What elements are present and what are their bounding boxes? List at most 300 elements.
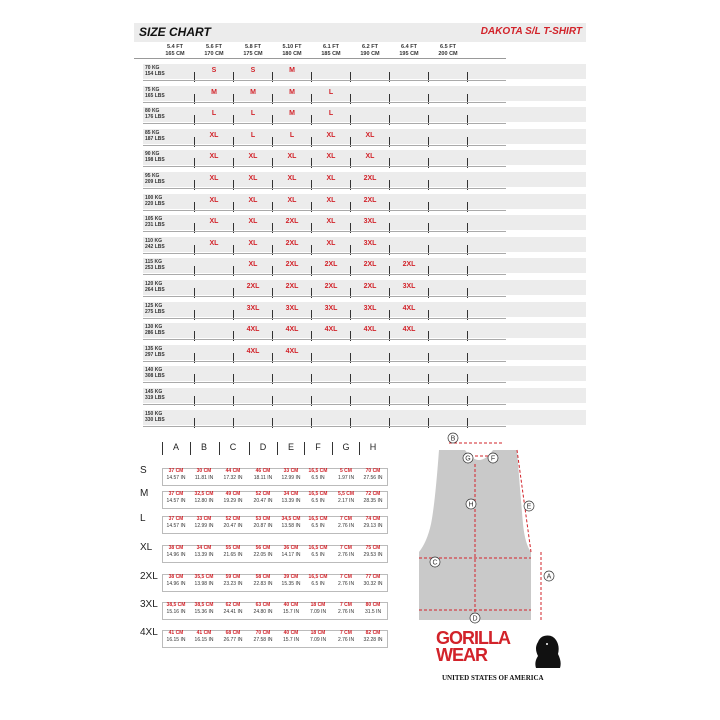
measurement-cm: 39 CM: [283, 574, 299, 580]
weight-row: [143, 388, 586, 403]
measurement-in: 16.15 IN: [166, 637, 186, 643]
height-ft: 5.4 FT: [167, 44, 183, 50]
height-cm: 200 CM: [438, 50, 458, 57]
weight-label: [145, 238, 165, 250]
weight-lbs: 176 LBS: [145, 114, 165, 121]
measurement-cm: 37 CM: [168, 516, 184, 522]
row-divider: [143, 318, 506, 319]
measurement-cm: 49 CM: [225, 491, 241, 497]
size-cell: 2XL: [363, 175, 377, 182]
height-cm: 170 CM: [204, 50, 224, 57]
measurement-cell: [361, 545, 385, 559]
height-column-0: [155, 44, 195, 57]
size-cell: M: [211, 88, 217, 96]
measurement-cm: 7 CM: [340, 516, 352, 522]
row-divider: [143, 404, 506, 405]
size-cell: 4XL: [246, 326, 260, 334]
measure-col-e: E: [287, 442, 294, 452]
weight-lbs: 297 LBS: [145, 351, 165, 358]
measurement-cm: 58 CM: [255, 574, 271, 580]
diagram-label-text: D: [472, 615, 478, 623]
size-cell: 2XL: [285, 239, 299, 247]
height-cm: 195 CM: [399, 50, 419, 57]
measurement-cell: [361, 630, 385, 644]
measure-col-c: C: [229, 442, 237, 452]
diagram-label-d: [470, 613, 480, 623]
height-column-6: [389, 44, 429, 57]
page-title: SIZE CHART: [139, 25, 211, 39]
size-label: L: [140, 513, 146, 524]
size-cell: L: [328, 110, 334, 118]
measurement-cell: [306, 545, 330, 559]
measurement-cell: [192, 574, 216, 588]
measurement-cell: [279, 574, 303, 588]
measurement-cell: [192, 602, 216, 616]
weight-kg: 145 KG: [145, 389, 163, 395]
weight-kg: 80 KG: [145, 108, 160, 115]
measurement-in: 20.47 IN: [223, 523, 243, 529]
weight-label: [145, 108, 165, 120]
measurement-cm: 16,5 CM: [308, 545, 328, 551]
measurement-row: [134, 570, 386, 592]
measurement-cell: [334, 516, 358, 530]
measurement-in: 6.5 IN: [311, 581, 325, 587]
measurement-in: 14.17 IN: [281, 552, 301, 558]
measurement-cm: 16,5 CM: [308, 491, 328, 497]
diagram-label-b: [448, 433, 458, 443]
measurement-cm: 70 CM: [365, 468, 381, 474]
header-divider: [304, 442, 305, 455]
measurement-cm: 7 CM: [340, 630, 352, 636]
size-cell: M: [289, 88, 295, 96]
header-divider: [219, 442, 220, 455]
size-cell: 3XL: [363, 239, 377, 247]
measurement-row: [134, 464, 386, 486]
measurement-cm: 7 CM: [340, 574, 352, 580]
measurement-row: [134, 487, 386, 509]
weight-kg: 130 KG: [145, 324, 163, 331]
measurement-cell: [279, 516, 303, 530]
measurement-cm: 75 CM: [365, 545, 381, 551]
measurement-cell: [221, 602, 245, 616]
height-column-7: [428, 44, 468, 57]
measurement-cell: [221, 630, 245, 644]
size-cell: XL: [287, 175, 297, 182]
measurement-in: 12.80 IN: [194, 498, 214, 504]
size-cell: 4XL: [246, 347, 260, 355]
measurement-cell: [334, 602, 358, 616]
measurement-cm: 55 CM: [225, 545, 241, 551]
measurement-cm: 70 CM: [255, 630, 271, 636]
size-cell: XL: [326, 131, 336, 139]
measurement-in: 22.05 IN: [253, 552, 273, 558]
measurement-cm: 37 CM: [168, 468, 184, 474]
weight-label: [145, 65, 165, 77]
size-cell: 2XL: [324, 283, 338, 290]
measurement-in: 23.23 IN: [223, 581, 243, 587]
measurement-in: 27.56 IN: [363, 475, 383, 481]
weight-kg: 120 KG: [145, 281, 163, 287]
weight-label: [145, 259, 165, 271]
measurement-in: 2.17 IN: [337, 498, 355, 504]
measurement-cell: [279, 468, 303, 482]
measurement-cell: [251, 468, 275, 482]
measurement-cm: 74 CM: [365, 516, 381, 522]
measurement-cell: [192, 491, 216, 505]
measurement-cm: 80 CM: [365, 602, 381, 608]
measurement-in: 11.81 IN: [194, 475, 214, 481]
measurement-cell: [251, 516, 275, 530]
size-cell: S: [250, 67, 256, 74]
measurement-in: 15.35 IN: [281, 581, 301, 587]
row-divider: [143, 339, 506, 340]
row-divider: [143, 231, 506, 232]
measurement-cm: 7 CM: [340, 602, 352, 608]
measurement-cell: [306, 602, 330, 616]
measurement-cell: [361, 468, 385, 482]
size-cell: 2XL: [246, 283, 260, 290]
diagram-label-g: [463, 453, 473, 463]
measurement-in: 14.57 IN: [166, 475, 186, 481]
measurement-cell: [164, 630, 188, 644]
weight-kg: 135 KG: [145, 345, 163, 352]
size-cell: L: [250, 110, 256, 118]
size-cell: XL: [248, 218, 258, 226]
measurement-in: 20.47 IN: [253, 498, 273, 504]
measurement-cm: 44 CM: [225, 468, 241, 474]
measurement-cell: [192, 516, 216, 530]
weight-lbs: 187 LBS: [145, 135, 165, 142]
measurement-cell: [251, 491, 275, 505]
size-cell: XL: [209, 196, 219, 204]
measurement-cell: [221, 468, 245, 482]
measure-col-d: D: [259, 442, 267, 452]
measurement-cm: 38 CM: [168, 574, 184, 580]
weight-row: [143, 129, 586, 144]
size-cell: L: [328, 88, 334, 96]
measurement-in: 18.11 IN: [253, 475, 273, 481]
measurement-cm: 38 CM: [168, 545, 184, 551]
size-cell: XL: [326, 239, 336, 247]
size-cell: 2XL: [285, 218, 299, 226]
measurement-cell: [306, 468, 330, 482]
weight-label: [145, 281, 165, 293]
measurement-cell: [334, 491, 358, 505]
measurement-row: [134, 598, 386, 620]
weight-row: [143, 215, 586, 230]
weight-label: [145, 216, 165, 228]
weight-lbs: 209 LBS: [145, 179, 165, 185]
diagram-label-text: B: [450, 435, 456, 443]
measurement-in: 22.83 IN: [253, 581, 273, 587]
measurement-in: 24.41 IN: [223, 609, 243, 615]
header-divider: [332, 442, 333, 455]
size-cell: 3XL: [285, 304, 299, 312]
measurement-cm: 16,5 CM: [308, 574, 328, 580]
height-cm: 190 CM: [360, 50, 380, 57]
height-column-4: [311, 44, 351, 57]
weight-label: [145, 130, 165, 142]
measurement-cell: [221, 574, 245, 588]
weight-kg: 105 KG: [145, 216, 163, 223]
row-divider: [143, 123, 506, 124]
weight-row: [143, 194, 586, 209]
measurement-cell: [251, 602, 275, 616]
measurement-in: 28.35 IN: [363, 498, 383, 504]
measurement-in: 6.5 IN: [311, 498, 325, 504]
measurement-cm: 34 CM: [283, 491, 299, 497]
measurement-in: 2.76 IN: [337, 552, 355, 558]
measurement-in: 14.96 IN: [166, 581, 186, 587]
measurement-cm: 5 CM: [340, 468, 352, 474]
measurement-cm: 18 CM: [310, 602, 326, 608]
header-divider: [277, 442, 278, 455]
size-label: M: [140, 488, 149, 499]
diagram-label-text: F: [490, 455, 496, 463]
measurement-cell: [306, 491, 330, 505]
height-ft: 6.2 FT: [362, 44, 378, 50]
size-cell: XL: [209, 153, 219, 161]
size-cell: XL: [365, 131, 375, 139]
weight-lbs: 220 LBS: [145, 200, 165, 207]
size-cell: XL: [248, 175, 258, 182]
row-divider: [143, 188, 506, 189]
measurement-cm: 46 CM: [255, 468, 271, 474]
size-cell: L: [250, 131, 256, 139]
size-cell: 3XL: [324, 304, 338, 312]
measurement-cell: [164, 516, 188, 530]
measurement-cm: 68 CM: [225, 630, 241, 636]
product-name: DAKOTA S/L T-SHIRT: [480, 26, 582, 37]
measurement-cell: [306, 630, 330, 644]
row-divider: [143, 253, 506, 254]
measurement-cm: 34,5 CM: [281, 516, 301, 522]
size-cell: 3XL: [402, 283, 416, 290]
diagram-label-e: [524, 501, 534, 511]
weight-lbs: 231 LBS: [145, 222, 165, 229]
weight-row: [143, 410, 586, 425]
measurement-cell: [251, 574, 275, 588]
height-ft: 5.10 FT: [282, 44, 302, 50]
size-cell: 3XL: [246, 304, 260, 312]
weight-row: [143, 86, 586, 101]
measurement-in: 13.98 IN: [194, 581, 214, 587]
measurement-in: 15.7 IN: [282, 609, 300, 615]
size-cell: 3XL: [363, 218, 377, 226]
weight-kg: 110 KG: [145, 237, 162, 244]
measurement-cm: 41 CM: [168, 630, 184, 636]
measurement-cell: [251, 630, 275, 644]
size-label: S: [140, 465, 147, 476]
weight-label: [145, 324, 165, 336]
measurement-cm: 56 CM: [255, 545, 271, 551]
measurement-in: 14.96 IN: [166, 552, 186, 558]
measurement-cm: 36 CM: [283, 545, 299, 551]
weight-row: [143, 107, 586, 122]
weight-lbs: 308 LBS: [145, 373, 165, 380]
measurement-cm: 40 CM: [283, 630, 299, 636]
size-cell: XL: [287, 153, 297, 161]
measure-col-h: H: [369, 442, 377, 452]
height-ft: 6.1 FT: [323, 44, 339, 50]
measurement-in: 14.57 IN: [166, 523, 186, 529]
weight-row: [143, 64, 586, 79]
row-divider: [143, 166, 506, 167]
measurement-cell: [361, 516, 385, 530]
measurement-cm: 38,5 CM: [194, 602, 214, 608]
measurement-cell: [279, 630, 303, 644]
weight-lbs: 154 LBS: [145, 71, 165, 77]
size-cell: XL: [248, 261, 258, 269]
measurement-cell: [306, 516, 330, 530]
height-column-5: [350, 44, 390, 57]
size-cell: XL: [248, 196, 258, 204]
measurement-cm: 35,5 CM: [194, 574, 214, 580]
weight-row: [143, 237, 586, 252]
size-cell: 2XL: [363, 283, 377, 290]
size-cell: S: [211, 67, 217, 74]
measurement-in: 27.58 IN: [253, 637, 273, 643]
size-label: XL: [140, 542, 153, 553]
size-cell: XL: [326, 218, 336, 226]
measurement-cell: [279, 545, 303, 559]
measurement-cell: [334, 574, 358, 588]
measurement-in: 24.80 IN: [253, 609, 273, 615]
size-cell: 4XL: [402, 326, 416, 334]
weight-kg: 70 KG: [145, 65, 160, 71]
measurement-table-header: [134, 442, 386, 456]
measure-col-f: F: [315, 442, 321, 452]
size-label: 4XL: [140, 627, 158, 638]
header-divider: [134, 58, 506, 59]
shirt-svg: [413, 424, 563, 636]
measurement-cm: 7 CM: [340, 545, 352, 551]
measurement-cm: 63 CM: [255, 602, 271, 608]
size-cell: XL: [209, 239, 219, 247]
diagram-label-c: [430, 557, 440, 567]
measurement-in: 29.53 IN: [363, 552, 383, 558]
weight-kg: 115 KG: [145, 259, 162, 266]
measurement-cm: 32,5 CM: [194, 491, 214, 497]
measurement-row: [134, 541, 386, 563]
diagram-label-text: E: [526, 503, 532, 511]
weight-label: [145, 367, 165, 379]
weight-lbs: 253 LBS: [145, 265, 165, 272]
weight-lbs: 264 LBS: [145, 287, 165, 293]
measurement-cm: 52 CM: [225, 516, 241, 522]
weight-label: [145, 195, 165, 207]
row-divider: [143, 382, 506, 383]
weight-lbs: 165 LBS: [145, 92, 165, 99]
header-divider: [162, 442, 163, 455]
measurement-cell: [221, 545, 245, 559]
measurement-cell: [164, 574, 188, 588]
size-cell: 2XL: [285, 283, 299, 290]
measurement-cell: [164, 602, 188, 616]
measurement-in: 32.28 IN: [363, 637, 383, 643]
weight-label: [145, 151, 165, 163]
size-cell: XL: [248, 239, 258, 247]
measurement-in: 13.39 IN: [281, 498, 301, 504]
header-divider: [249, 442, 250, 455]
measurement-in: 2.76 IN: [337, 581, 355, 587]
measurement-cm: 59 CM: [225, 574, 241, 580]
size-cell: M: [289, 67, 295, 74]
measurement-cell: [279, 602, 303, 616]
measurement-in: 14.57 IN: [166, 498, 186, 504]
measurement-in: 15.36 IN: [194, 609, 214, 615]
measurement-cm: 33 CM: [283, 468, 299, 474]
measurement-cm: 77 CM: [365, 574, 381, 580]
weight-label: [145, 87, 165, 99]
gorilla-icon: [532, 634, 562, 670]
size-cell: 4XL: [285, 347, 299, 355]
height-columns: [134, 44, 514, 58]
measurement-in: 15.7 IN: [282, 637, 300, 643]
diagram-label-h: [466, 499, 476, 509]
size-cell: 2XL: [324, 261, 338, 269]
height-cm: 180 CM: [282, 50, 302, 57]
logo-text-bottom: WEAR: [436, 645, 487, 665]
weight-row: [143, 323, 586, 338]
weight-kg: 85 KG: [145, 129, 160, 136]
measurement-in: 17.32 IN: [223, 475, 243, 481]
weight-row: [143, 258, 586, 273]
measurement-in: 12.99 IN: [281, 475, 301, 481]
weight-kg: 75 KG: [145, 86, 160, 93]
height-cm: 165 CM: [165, 50, 185, 57]
measurement-in: 21.65 IN: [223, 552, 243, 558]
measurement-cm: 52 CM: [255, 491, 271, 497]
weight-row: [143, 280, 586, 295]
size-cell: 4XL: [324, 326, 338, 334]
measurement-in: 2.76 IN: [337, 637, 355, 643]
measurement-in: 19.29 IN: [223, 498, 243, 504]
brand-logo: [428, 630, 564, 688]
measurement-cm: 16,5 CM: [308, 468, 328, 474]
measurement-cell: [192, 545, 216, 559]
measure-col-b: B: [200, 442, 207, 452]
measurement-cell: [164, 491, 188, 505]
height-ft: 6.4 FT: [401, 44, 417, 50]
height-ft: 6.5 FT: [440, 44, 456, 50]
measurement-cm: 30 CM: [196, 468, 212, 474]
size-cell: XL: [287, 196, 297, 204]
weight-label: [145, 303, 165, 315]
measurement-cell: [221, 516, 245, 530]
weight-lbs: 319 LBS: [145, 395, 165, 401]
weight-label: [145, 411, 165, 423]
measurement-in: 2.76 IN: [337, 609, 355, 615]
measurement-cell: [164, 545, 188, 559]
measurement-cm: 5,5 CM: [337, 491, 355, 497]
diagram-label-text: C: [432, 559, 438, 567]
size-cell: XL: [248, 153, 258, 161]
weight-lbs: 330 LBS: [145, 416, 165, 423]
height-column-1: [194, 44, 234, 57]
header-divider: [359, 442, 360, 455]
size-label: 2XL: [140, 571, 158, 582]
size-cell: XL: [326, 196, 336, 204]
measurement-cell: [251, 545, 275, 559]
measurement-in: 20.87 IN: [253, 523, 273, 529]
height-cm: 175 CM: [243, 50, 263, 57]
measurement-cm: 33 CM: [196, 516, 212, 522]
size-cell: L: [211, 110, 217, 118]
row-divider: [143, 210, 506, 211]
height-column-2: [233, 44, 273, 57]
size-cell: XL: [326, 153, 336, 161]
